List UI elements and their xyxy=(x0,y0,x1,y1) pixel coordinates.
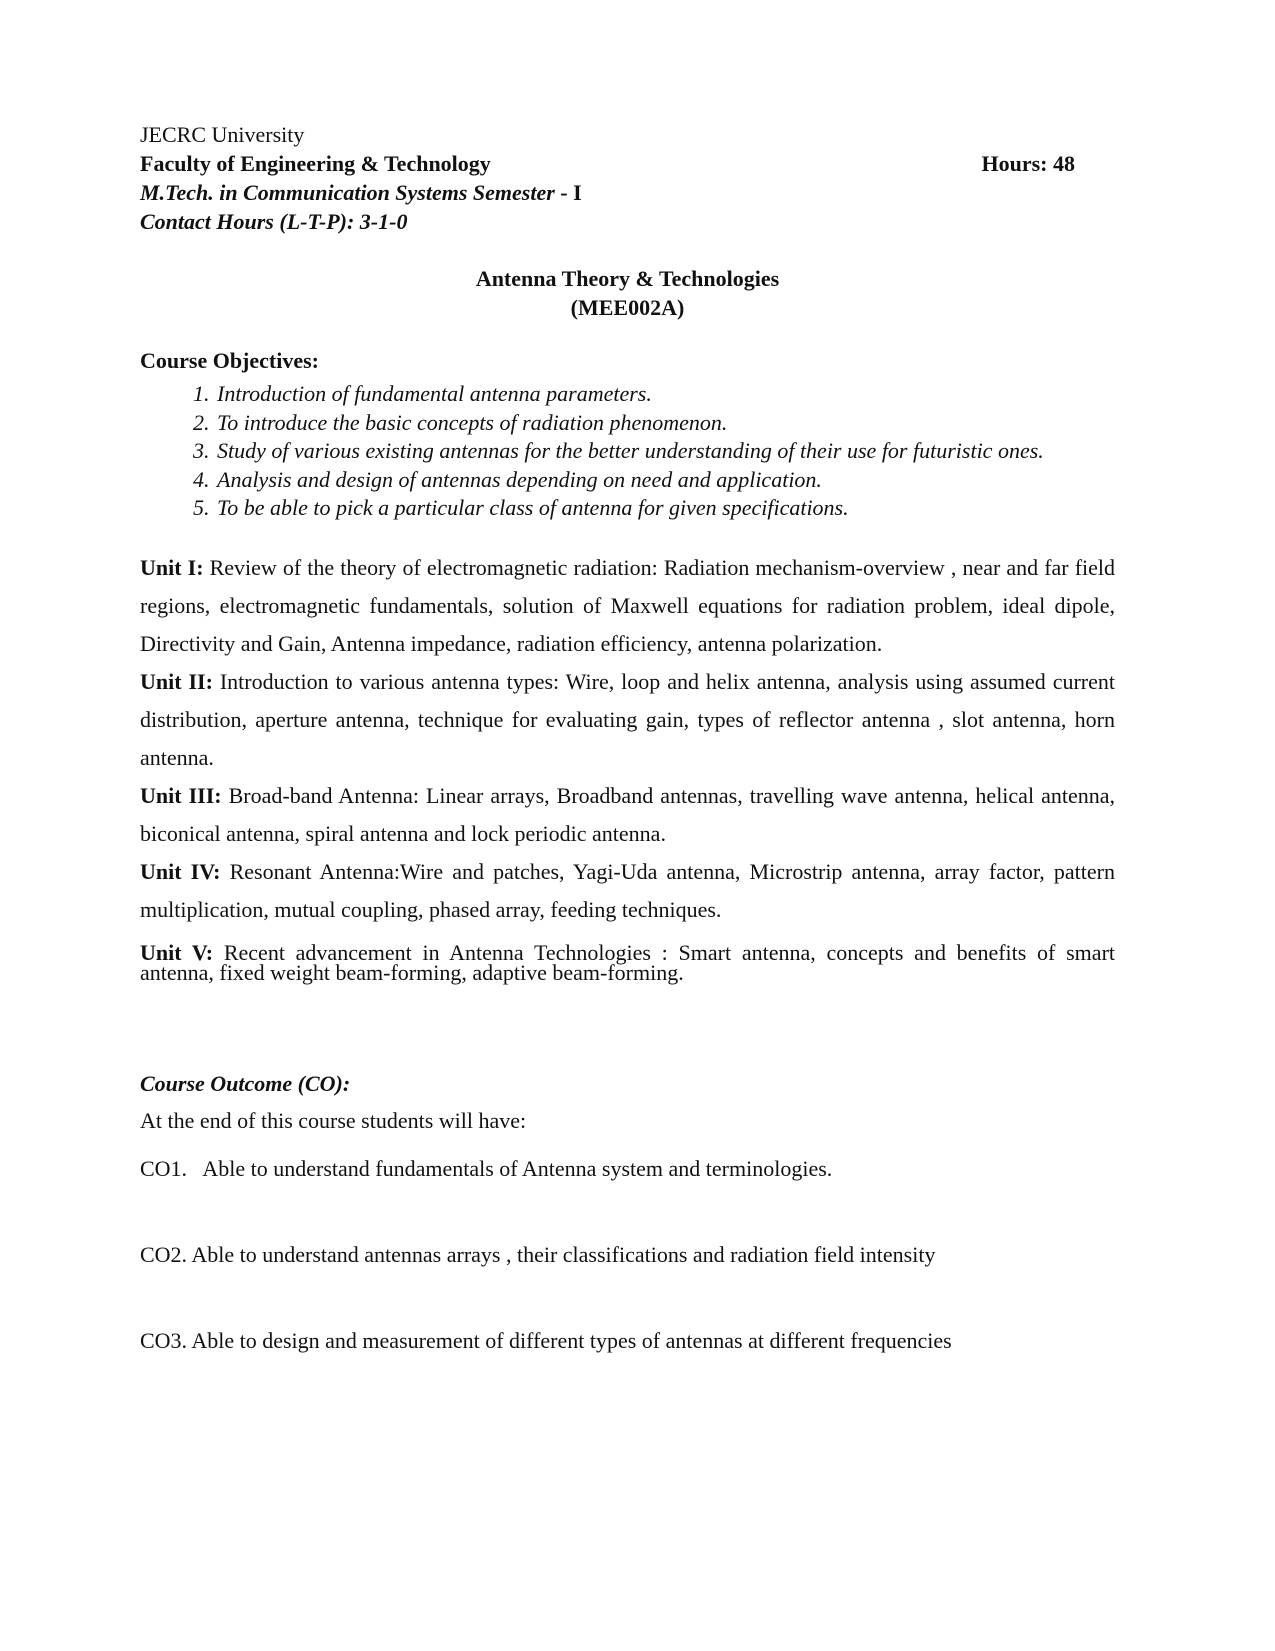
semester-number: - I xyxy=(554,180,582,205)
objectives-list xyxy=(140,380,1115,523)
unit-paragraph xyxy=(140,663,1115,777)
units-section xyxy=(140,549,1115,983)
unit-text: Recent advancement in Antenna Technologies : Smart antenna, concepts and benefits of smart antenna, fixed weight beam-forming, adaptive beam-forming. xyxy=(140,939,1116,985)
syllabus-page xyxy=(140,120,1115,1355)
outcome-item: CO2. Able to understand antennas arrays , their classifications and radiation field intensity xyxy=(140,1241,936,1267)
objective-item: 3. Study of various existing antennas for the better understanding of their use for futuristic ones. xyxy=(215,437,1115,466)
unit-label: Unit V: xyxy=(140,939,214,965)
course-title-block xyxy=(140,264,1115,322)
objective-item: 2. To introduce the basic concepts of radiation phenomenon. xyxy=(215,409,1115,438)
faculty-row xyxy=(140,149,1075,178)
program-name: M.Tech. in Communication Systems Semester xyxy=(140,180,555,205)
program-line xyxy=(140,178,1115,207)
unit-label: Unit III: xyxy=(140,782,222,808)
unit-paragraph xyxy=(140,853,1115,929)
unit-paragraph xyxy=(140,549,1115,663)
unit-text: Broad-band Antenna: Linear arrays, Broadband antennas, travelling wave antenna, helical antenna, biconical antenna, spiral antenna and lock periodic antenna. xyxy=(140,782,1115,846)
unit-label: Unit I: xyxy=(140,554,204,580)
outcomes-heading: Course Outcome (CO): xyxy=(140,1070,351,1096)
unit-label: Unit IV: xyxy=(140,858,221,884)
course-code: (MEE002A) xyxy=(570,295,685,320)
unit-text: Introduction to various antenna types: Wire, loop and helix antenna, analysis using assumed current distribution, aperture antenna, technique for evaluating gain, types of reflector antenna , slot antenna, horn antenna. xyxy=(140,668,1115,770)
unit-paragraph xyxy=(140,939,1116,985)
unit-label: Unit II: xyxy=(140,668,213,694)
outcome-item: CO3. Able to design and measurement of different types of antennas at different frequencies xyxy=(140,1327,952,1353)
unit-text: Resonant Antenna:Wire and patches, Yagi-Uda antenna, Microstrip antenna, array factor, pattern multiplication, mutual coupling, phased array, feeding techniques. xyxy=(140,858,1115,922)
document-header xyxy=(140,120,1115,236)
hours-label: Hours: 48 xyxy=(981,151,1075,176)
objective-item: 1. Introduction of fundamental antenna parameters. xyxy=(215,380,1115,409)
university-name: JECRC University xyxy=(140,122,305,147)
unit-paragraph xyxy=(140,777,1115,853)
faculty-name: Faculty of Engineering & Technology xyxy=(140,151,491,176)
contact-hours: Contact Hours (L-T-P): 3-1-0 xyxy=(140,209,408,234)
outcome-item: CO1. Able to understand fundamentals of Antenna system and terminologies. xyxy=(140,1155,833,1181)
outcomes-intro: At the end of this course students will have: xyxy=(140,1107,527,1133)
unit-text: Review of the theory of electromagnetic radiation: Radiation mechanism-overview , near and far field regions, electromagnetic fundamentals, solution of Maxwell equations for radiation problem, ideal dipole, Directivity and Gain, Antenna impedance, radiation efficiency, antenna polarization. xyxy=(140,554,1116,656)
course-title: Antenna Theory & Technologies xyxy=(475,266,780,291)
objective-item: 4. Analysis and design of antennas depending on need and application. xyxy=(215,466,1115,495)
objective-item: 5. To be able to pick a particular class of antenna for given specifications. xyxy=(215,494,1115,523)
objectives-heading: Course Objectives: xyxy=(140,348,320,373)
